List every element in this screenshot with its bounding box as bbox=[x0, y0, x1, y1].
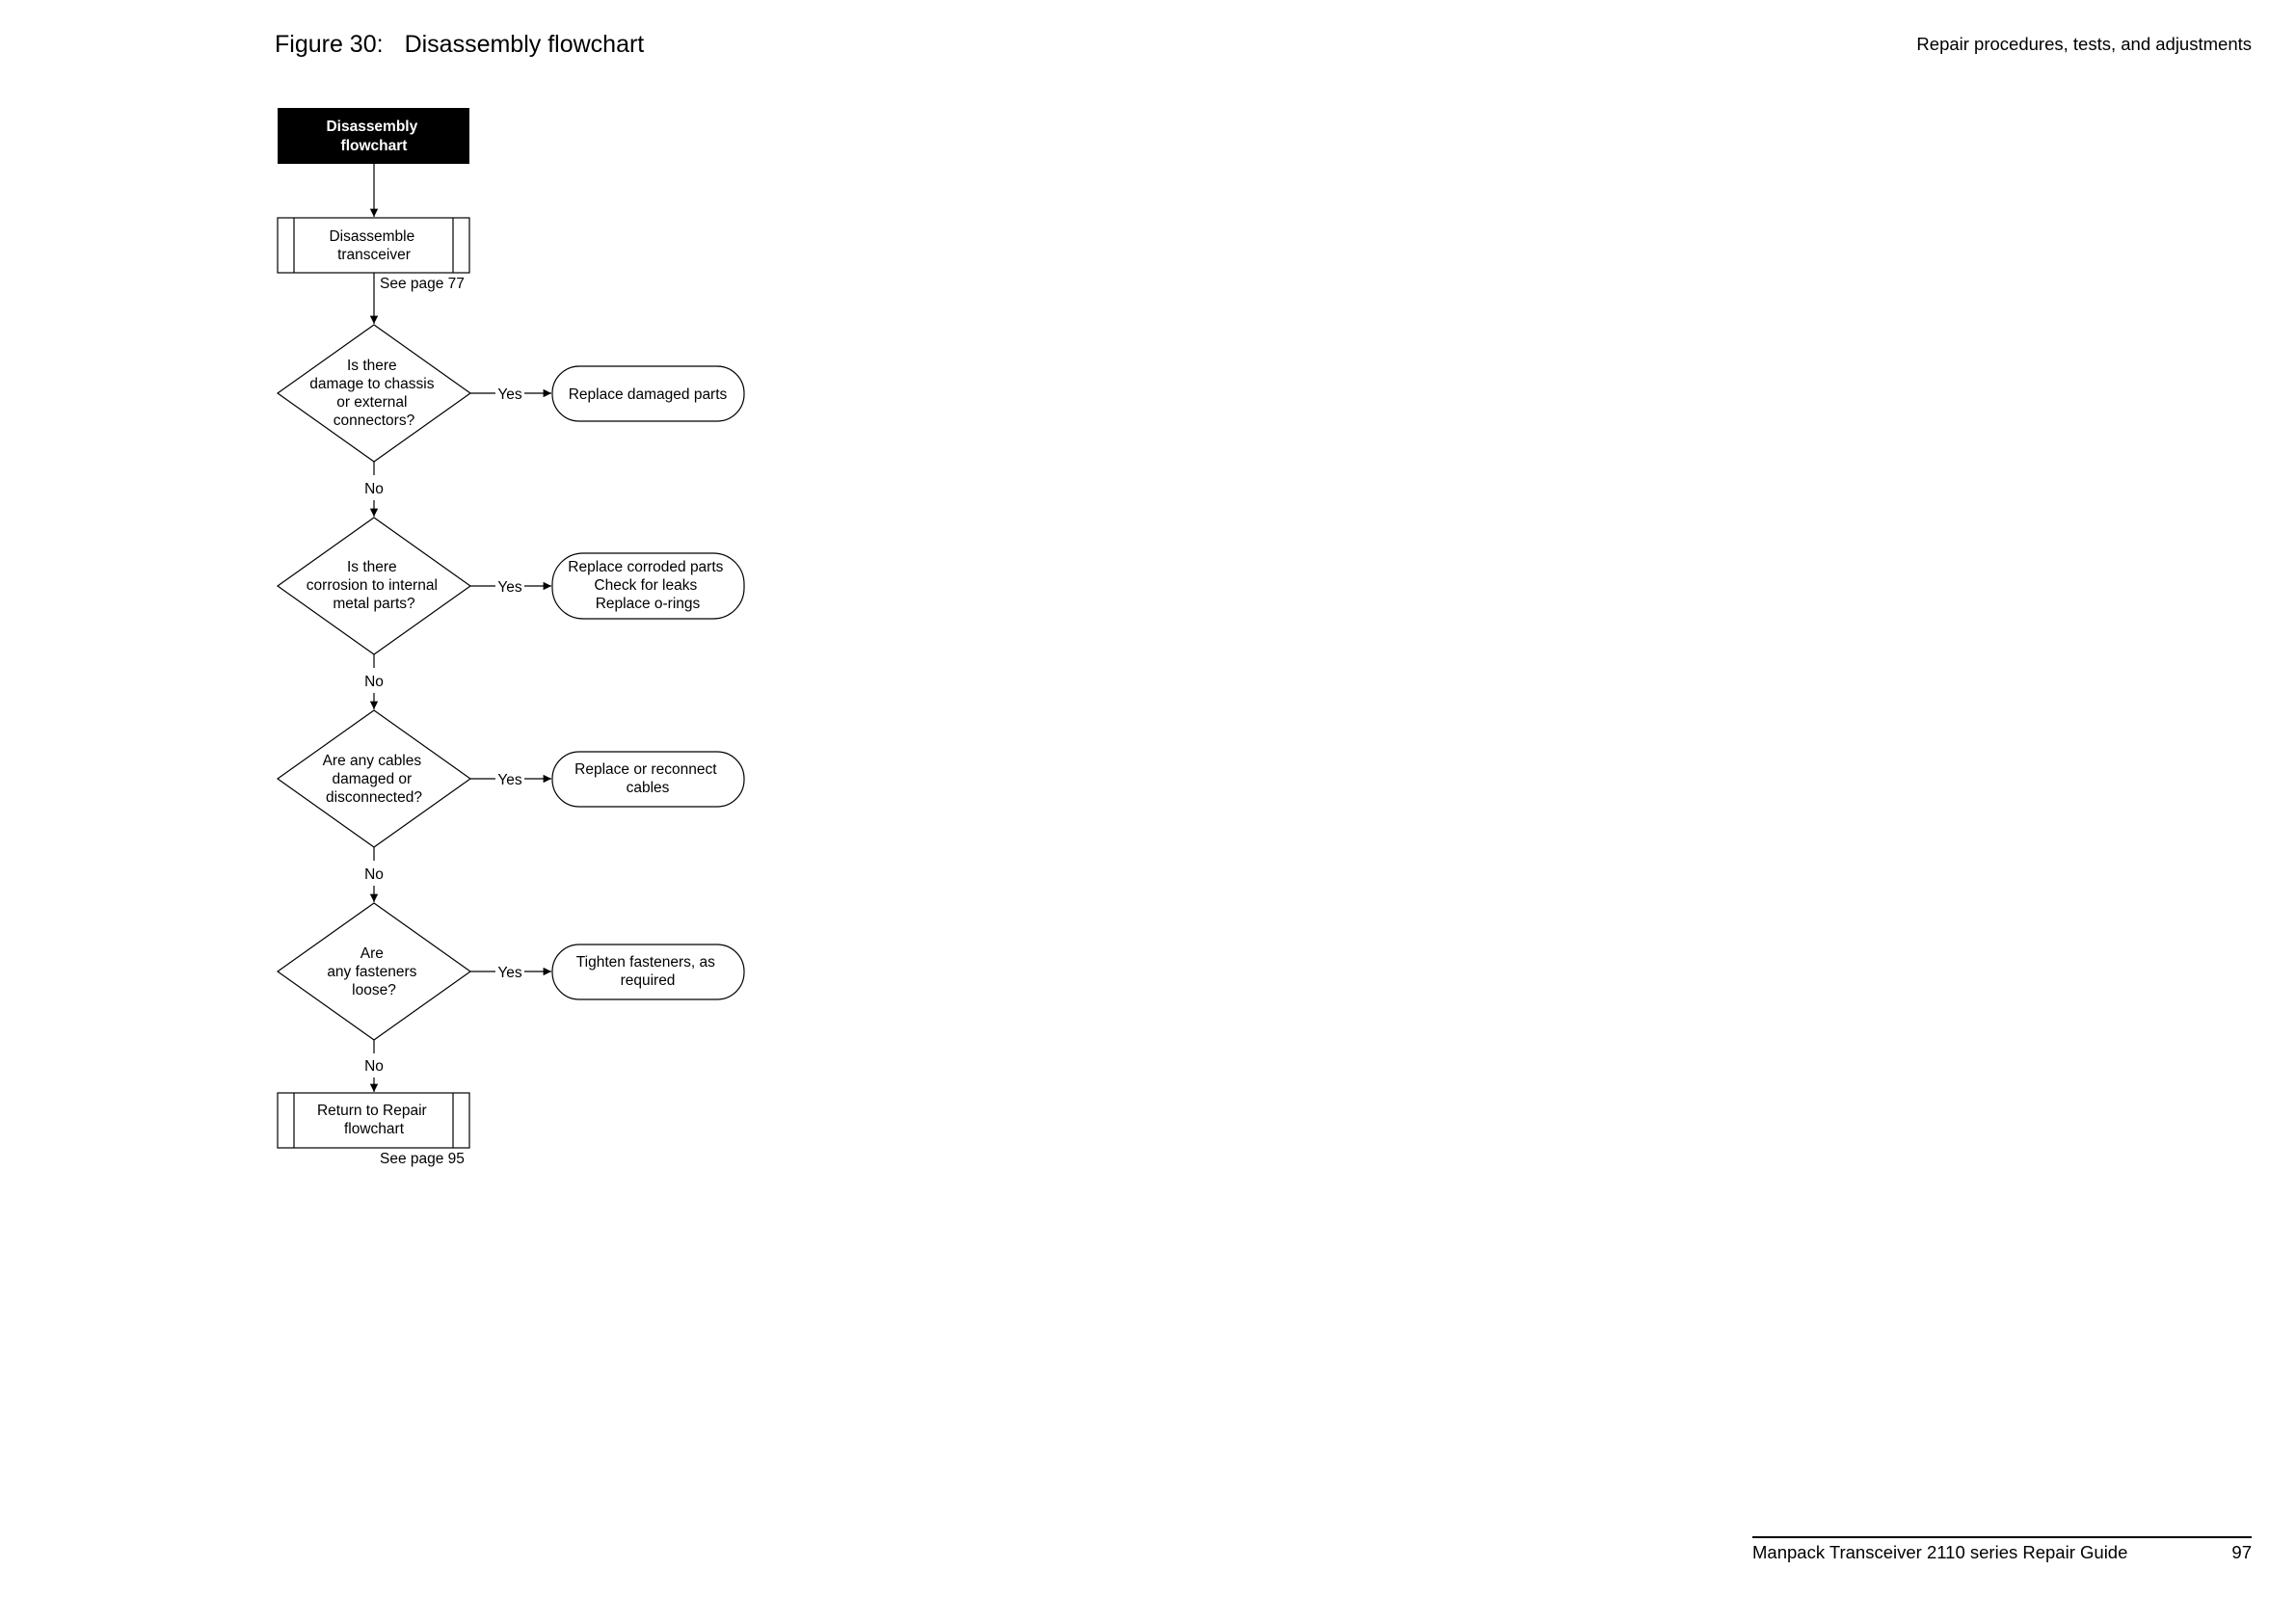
yes-label: Yes bbox=[497, 772, 522, 788]
no-label: No bbox=[364, 481, 384, 497]
action-tighten-fasteners-label: Tighten fasteners, as required bbox=[575, 954, 715, 989]
yes-label: Yes bbox=[497, 579, 522, 596]
page-95-link[interactable]: page 95 bbox=[410, 1151, 465, 1167]
disassemble-process-node bbox=[278, 218, 469, 273]
page-number: 97 bbox=[2231, 1542, 2252, 1562]
decision-damage bbox=[278, 325, 470, 462]
action-replace-damaged-label: Replace damaged parts bbox=[568, 386, 728, 403]
footer-rule bbox=[1752, 1536, 2252, 1538]
footer-guide-title: Manpack Transceiver 2110 series Repair Guide bbox=[1752, 1542, 2128, 1562]
see-page-77 bbox=[380, 276, 465, 292]
see-prefix: See bbox=[380, 276, 411, 292]
figure-title-text: Disassembly flowchart bbox=[404, 31, 645, 58]
no-label: No bbox=[364, 866, 384, 883]
action-replace-corroded-label: Replace corroded parts Check for leaks Replace o-rings bbox=[568, 559, 724, 612]
see-page-95 bbox=[380, 1151, 465, 1167]
decision-damage-label: Is there damage to chassis or external connectors? bbox=[309, 358, 435, 429]
return-label: Return to Repair flowchart bbox=[316, 1103, 427, 1137]
decision-fasteners-label: Are any fasteners loose? bbox=[327, 945, 417, 998]
page-77-link[interactable]: page 77 bbox=[410, 276, 465, 292]
section-title: Repair procedures, tests, and adjustments bbox=[1916, 34, 2252, 54]
start-node bbox=[278, 108, 469, 164]
yes-label: Yes bbox=[497, 386, 522, 403]
decision-corrosion-label: Is there corrosion to internal metal parts? bbox=[306, 559, 438, 612]
start-node-label: Disassembly flowchart bbox=[326, 119, 418, 154]
see-prefix: See bbox=[380, 1151, 411, 1167]
figure-label: Figure 30: bbox=[275, 31, 384, 58]
disassemble-label: Disassemble transceiver bbox=[329, 228, 415, 263]
decision-cables-label: Are any cables damaged or disconnected? bbox=[322, 753, 422, 806]
yes-label: Yes bbox=[497, 965, 522, 981]
no-label: No bbox=[364, 674, 384, 690]
action-replace-cables-label: Replace or reconnect cables bbox=[574, 761, 717, 796]
no-label: No bbox=[364, 1058, 384, 1075]
